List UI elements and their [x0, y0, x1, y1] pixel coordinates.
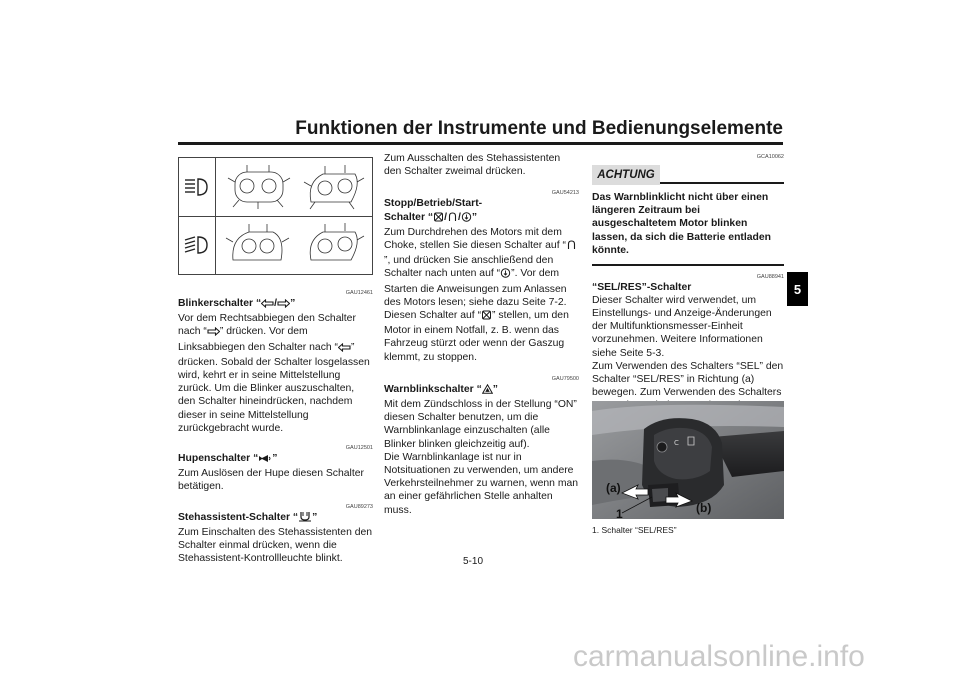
- sel-res-text-2: Zum Verwenden des Schalters “SEL” den Schalter “SEL/RES” in Richtung (a) bewegen. Zum Verwenden des Schalters: [592, 360, 784, 399]
- hazard-heading: Warnblinkschalter “ ”: [384, 383, 579, 398]
- turn-left-icon: [338, 343, 351, 356]
- start-icon: [461, 212, 472, 226]
- header-rule: [178, 142, 783, 145]
- svg-text:C: C: [674, 439, 679, 447]
- stand-assist-heading: Stehassistent-Schalter “ ”: [178, 511, 373, 526]
- caution-label: ACHTUNG: [592, 165, 660, 185]
- section-code: GAU54213: [551, 190, 579, 197]
- column-2: [384, 152, 579, 517]
- sel-res-switch-photo: [592, 401, 784, 519]
- callout-1-label: 1: [616, 507, 623, 519]
- caution-rule: [660, 182, 784, 184]
- horn-text: Zum Auslösen der Hupe diesen Schalter betätigen.: [178, 468, 364, 493]
- section-code: GAU88941: [756, 273, 784, 280]
- direction-b-label: (b): [696, 501, 712, 515]
- section-code: GCA10062: [756, 154, 784, 160]
- headlights-high-beam-drawing: [219, 162, 369, 214]
- chapter-tab[interactable]: 5: [787, 272, 808, 306]
- run-icon: [566, 240, 577, 254]
- hazard-triangle-icon: [482, 384, 493, 398]
- page-header: [178, 118, 783, 144]
- sel-res-heading: “SEL/RES”-Schalter: [592, 281, 692, 293]
- turn-right-icon: [207, 327, 220, 340]
- column-1: [178, 282, 373, 565]
- turn-right-icon: [277, 299, 290, 312]
- stop-icon: [433, 212, 444, 226]
- stop-run-start-heading: Stopp/Betrieb/Start- Schalter “ / / ”: [384, 197, 579, 225]
- headlights-low-beam-drawing: [219, 220, 369, 272]
- low-beam-icon: [179, 216, 216, 274]
- horn-icon: [258, 454, 272, 467]
- headlight-figure: [178, 157, 373, 275]
- hazard-text-1: Mit dem Zündschloss in der Stellung “ON” diesen Schalter benutzen, um die Warnblinkanlage einzuschalten (alle Blinker blinken gleichzeitig auf).: [384, 399, 577, 450]
- sel-res-text-1: Dieser Schalter wird verwendet, um Einstellungs- und Anzeige-Änderungen der Multifunktionsmesser-Einheit vorzunehmen. Weitere Informationen siehe Seite 5-3.: [592, 294, 772, 359]
- turn-signal-heading: Blinkerschalter “ / ”: [178, 297, 373, 312]
- page-title: Funktionen der Instrumente und Bedienungselemente: [295, 118, 783, 139]
- stand-assist-icon: [298, 511, 312, 526]
- section-code: GAU79500: [551, 375, 579, 382]
- stand-assist-off-text: Zum Ausschalten des Stehassistenten den Schalter zweimal drücken.: [384, 153, 561, 178]
- photo-caption: 1. Schalter “SEL/RES”: [592, 525, 677, 535]
- watermark-text[interactable]: carmanualsonline.info: [573, 640, 865, 673]
- caution-end-rule: [592, 264, 784, 266]
- figure-row-low-beam: [179, 216, 372, 274]
- stop-run-start-text: Zum Durchdrehen des Motors mit dem Choke, stellen Sie diesen Schalter auf “”, und drücken Sie anschließend den Schalter nach unten auf “ ”. Vor dem Starten die Anweisungen zum Anlassen des Motors lesen; siehe dazu Seite 7-2. Diesen Schalter auf “ ” stellen, um den Motor in einem Notfall, z. B. wenn das Fahrzeug stürzt oder wenn der Gaszug klemmt, zu stoppen.: [384, 226, 579, 364]
- stop-icon: [481, 310, 492, 324]
- section-code: GAU89273: [345, 503, 373, 510]
- section-code: GAU12501: [345, 445, 373, 452]
- high-beam-icon: [179, 158, 216, 216]
- direction-a-label: (a): [606, 481, 621, 495]
- horn-heading: Hupenschalter “ ”: [178, 452, 373, 467]
- section-code: GAU12461: [345, 290, 373, 296]
- run-icon: [447, 212, 458, 226]
- caution-label-box: [592, 165, 784, 187]
- turn-left-icon: [261, 299, 274, 312]
- caution-text: Das Warnblinklicht nicht über einen längeren Zeitraum bei ausgeschaltetem Motor blinken lassen, da sich die Batterie entladen könnte.: [592, 192, 772, 256]
- start-icon: [500, 268, 511, 282]
- page-number: 5-10: [463, 556, 484, 567]
- stand-assist-text: Zum Einschalten des Stehassistenten den Schalter einmal drücken, wenn die Stehassistent-Kontrollleuchte blinkt.: [178, 526, 373, 565]
- hazard-text-2: Die Warnblinkanlage ist nur in Notsituationen zu verwenden, um andere Verkehrsteilnehmer zu warnen, wenn man an einer gefährlichen Stelle anhalten muss.: [384, 451, 579, 516]
- figure-row-high-beam: [179, 158, 372, 217]
- turn-signal-text: Vor dem Rechtsabbiegen den Schalter nach “ ” drücken. Vor dem Linksabbiegen den Schalter nach “ ” drücken. Sobald der Schalter losgelassen wird, kehrt er in seine Mittelstellung zurück. Um die Blinker auszuschalten, den Schalter hineindrücken, nachdem dieser in seine Mittelstellung zurückgebracht wurde.: [178, 313, 370, 434]
- column-3: [592, 146, 784, 426]
